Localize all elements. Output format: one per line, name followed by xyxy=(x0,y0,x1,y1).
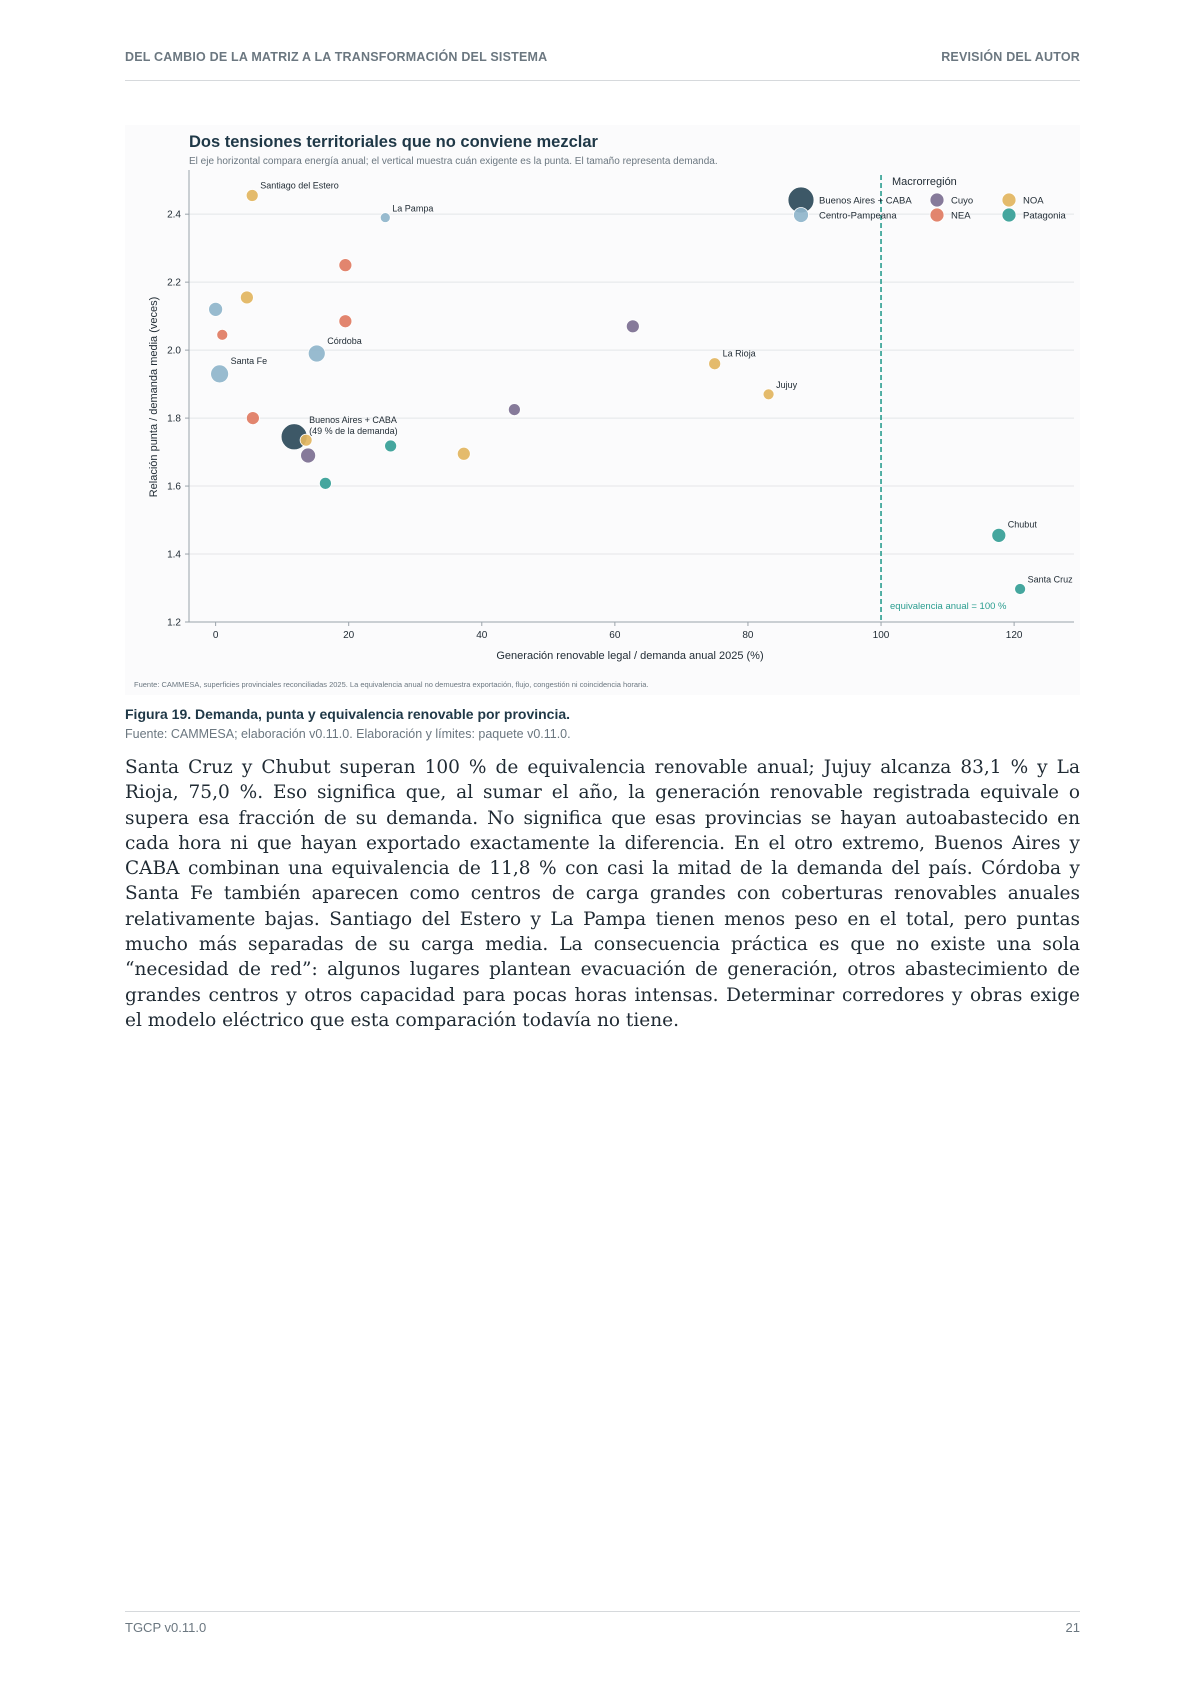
chart-subtitle: El eje horizontal compara energía anual; el vertical muestra cuán exigente es la punta. El tamaño representa demanda. xyxy=(189,156,718,167)
x-tick-label: 120 xyxy=(1005,630,1023,641)
data-point xyxy=(1015,584,1026,595)
point-label-note: (49 % de la demanda) xyxy=(309,425,398,436)
data-point xyxy=(626,320,639,333)
y-axis-label: Relación punta / demanda media (veces) xyxy=(148,296,160,498)
reference-line-label: equivalencia anual = 100 % xyxy=(890,601,1007,612)
data-point xyxy=(992,528,1006,542)
legend-entry-label: Patagonia xyxy=(1023,210,1066,222)
point-label: La Pampa xyxy=(392,203,434,214)
figure-caption xyxy=(125,706,1080,741)
legend-marker xyxy=(794,208,809,223)
chart-title: Dos tensiones territoriales que no conviene mezclar xyxy=(189,133,598,151)
x-tick-label: 40 xyxy=(476,630,488,641)
data-point xyxy=(508,404,520,416)
point-label: Chubut xyxy=(1007,519,1037,530)
legend xyxy=(788,176,1067,223)
footer-version: TGCP v0.11.0 xyxy=(125,1620,207,1635)
data-point xyxy=(301,448,316,463)
figure-caption-title: Figura 19. Demanda, punta y equivalencia renovable por provincia. xyxy=(125,706,571,722)
point-label: Buenos Aires + CABA xyxy=(309,414,397,425)
reference-layer xyxy=(881,175,1007,622)
data-point xyxy=(339,315,352,328)
legend-marker xyxy=(1002,208,1016,222)
x-tick-label: 100 xyxy=(872,630,890,641)
legend-entry-label: NEA xyxy=(951,210,971,222)
data-point xyxy=(385,440,397,452)
point-label: Jujuy xyxy=(776,379,798,390)
x-tick-label: 20 xyxy=(343,630,355,641)
legend-entry-label: Cuyo xyxy=(951,195,974,207)
legend-marker xyxy=(930,208,944,222)
body-paragraph: Santa Cruz y Chubut superan 100 % de equivalencia renovable anual; Jujuy alcanza 83,1 % y La Rioja, 75,0 %. Eso significa que, al sumar el año, la generación renovable registrada equivale o supera esa fracción de su demanda. No significa que esas provincias se hayan autoabastecido en cada hora ni que hayan exportado exactamente la diferencia. En el otro extremo, Buenos Aires y CABA combinan una equivalencia de 11,8 % con casi la mitad de la demanda del país. Córdoba y Santa Fe también aparecen como centros de carga grandes con coberturas renovables anuales relativamente bajas. Santiago del Estero y La Pampa tienen menos peso en el total, pero puntas mucho más separadas de su carga media. La consecuencia práctica es que no existe una sola “necesidad de red”: algunos lugares plantean evacuación de generación, otros abastecimiento de grandes centros y otros capacidad para pocas horas intensas. Determinar corredores y obras exige el modelo eléctrico que esta comparación todavía no tiene. xyxy=(125,757,1080,1031)
y-tick-label: 1.4 xyxy=(167,549,181,561)
y-tick-label: 1.2 xyxy=(167,617,181,629)
data-point xyxy=(217,329,228,340)
figure-19 xyxy=(125,125,1080,695)
page-number: 21 xyxy=(1065,1620,1080,1635)
legend-entry-label: NOA xyxy=(1023,195,1044,207)
y-tick-label: 2.2 xyxy=(167,277,181,289)
data-point xyxy=(339,259,352,272)
running-header xyxy=(125,48,1080,81)
scatter-chart xyxy=(125,125,1080,695)
point-label: La Rioja xyxy=(722,348,756,359)
x-tick-label: 60 xyxy=(609,630,621,641)
point-label: Santiago del Estero xyxy=(260,180,339,191)
y-tick-label: 2.4 xyxy=(167,209,181,221)
figure-caption-source: Fuente: CAMMESA; elaboración v0.11.0. Elaboración y límites: paquete v0.11.0. xyxy=(125,727,571,741)
data-point xyxy=(211,365,229,383)
running-header-status: REVISIÓN DEL AUTOR xyxy=(941,50,1080,64)
point-label: Santa Cruz xyxy=(1027,574,1073,585)
y-tick-label: 2.0 xyxy=(167,345,181,357)
data-point xyxy=(763,389,774,400)
legend-entry-label: Buenos Aires + CABA xyxy=(819,195,912,207)
legend-marker xyxy=(930,193,944,207)
point-label: Córdoba xyxy=(327,336,362,347)
x-axis-label: Generación renovable legal / demanda anual 2025 (%) xyxy=(496,650,764,662)
data-point xyxy=(246,412,259,425)
data-point xyxy=(240,291,253,304)
data-point xyxy=(319,477,331,489)
data-point xyxy=(457,447,470,460)
chart-source-note: Fuente: CAMMESA, superficies provinciales reconciliadas 2025. La equivalencia anual no demuestra exportación, flujo, congestión ni coincidencia horaria. xyxy=(134,680,649,689)
data-point xyxy=(308,345,325,362)
running-footer xyxy=(125,1611,1080,1640)
data-point xyxy=(246,189,258,201)
data-point xyxy=(209,302,223,316)
y-tick-label: 1.8 xyxy=(167,413,181,425)
data-point xyxy=(300,434,312,446)
running-header-title: DEL CAMBIO DE LA MATRIZ A LA TRANSFORMACIÓN DEL SISTEMA xyxy=(125,50,548,64)
point-label: Santa Fe xyxy=(230,355,268,366)
legend-marker xyxy=(1002,193,1016,207)
data-point xyxy=(380,213,390,223)
points-layer xyxy=(209,189,1026,594)
legend-entry-label: Centro-Pampeana xyxy=(819,210,897,222)
legend-title: Macrorregión xyxy=(892,176,957,188)
axis-layer xyxy=(167,170,1074,641)
point-labels-layer xyxy=(231,180,1074,584)
x-tick-label: 80 xyxy=(742,630,754,641)
y-tick-label: 1.6 xyxy=(167,481,181,493)
x-tick-label: 0 xyxy=(212,630,219,641)
data-point xyxy=(709,358,721,370)
